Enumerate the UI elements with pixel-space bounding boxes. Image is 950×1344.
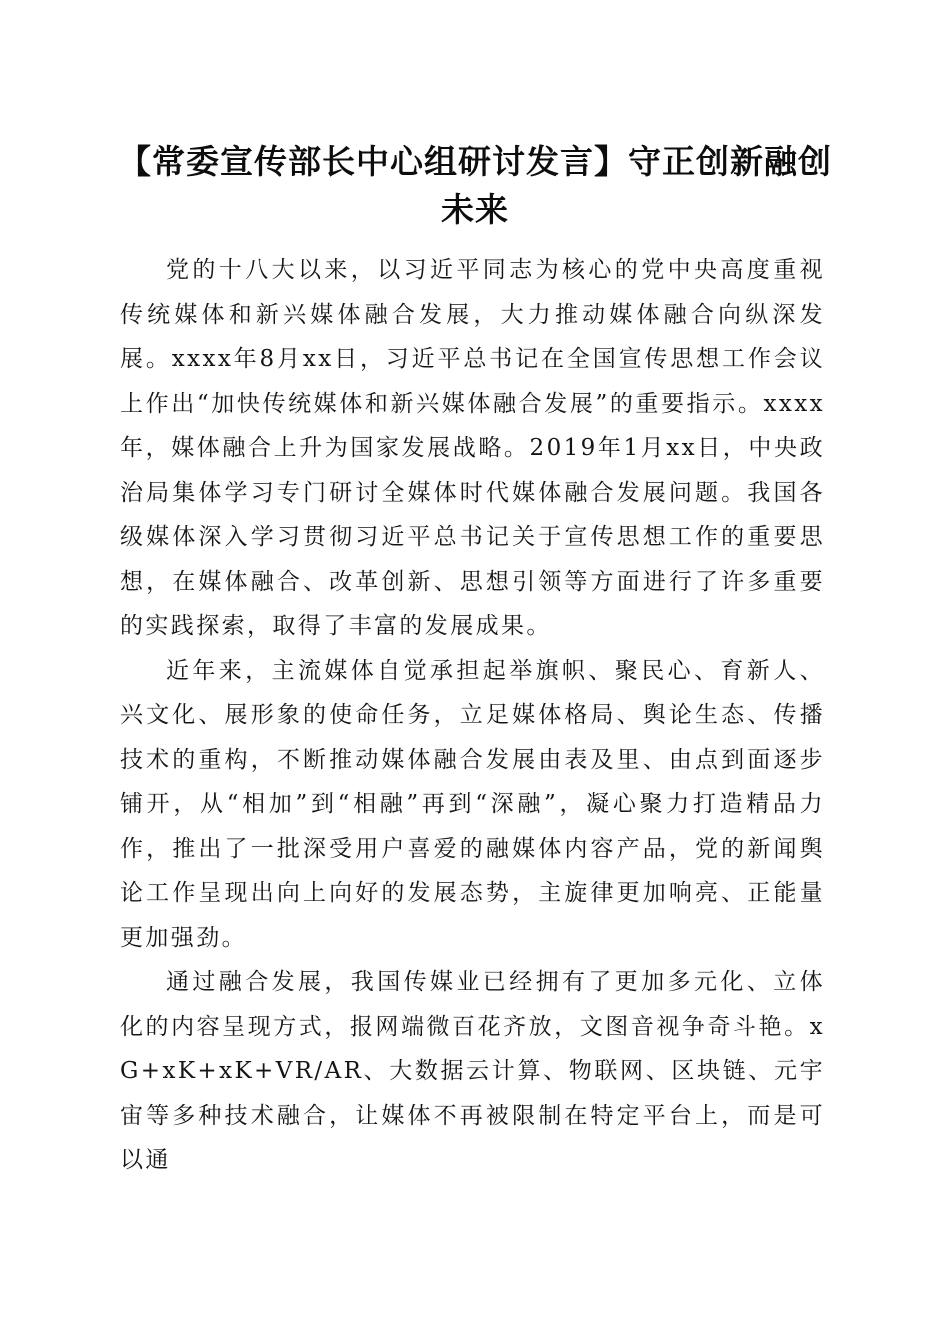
paragraph-2: 近年来，主流媒体自觉承担起举旗帜、聚民心、育新人、兴文化、展形象的使命任务，立足媒体格局、舆论生态、传播技术的重构，不断推动媒体融合发展由表及里、由点到面逐步铺开，从“相加”到“相融”再到“深融”，凝心聚力打造精品力作，推出了一批深受用户喜爱的融媒体内容产品，党的新闻舆论工作呈现出向上向好的发展态势，主旋律更加响亮、正能量更加强劲。 bbox=[120, 657, 825, 951]
paragraph-3: 通过融合发展，我国传媒业已经拥有了更加多元化、立体化的内容呈现方式，报网端微百花齐放，文图音视争奇斗艳。xG+xK+xK+VR/AR、大数据云计算、物联网、区块链、元宇宙等多种技术融合，让媒体不再被限制在特定平台上，而是可以通 bbox=[120, 969, 825, 1173]
document-title: 【常委宣传部长中心组研讨发言】守正创新融创未来 bbox=[118, 142, 832, 229]
document-body bbox=[120, 248, 825, 1183]
paragraph-1: 党的十八大以来，以习近平同志为核心的党中央高度重视传统媒体和新兴媒体融合发展，大力推动媒体融合向纵深发展。xxxx年8月xx日，习近平总书记在全国宣传思想工作会议上作出“加快传统媒体和新兴媒体融合发展”的重要指示。xxxx年，媒体融合上升为国家发展战略。2019年1月xx日，中央政治局集体学习专门研讨全媒体时代媒体融合发展问题。我国各级媒体深入学习贯彻习近平总书记关于宣传思想工作的重要思想，在媒体融合、改革创新、思想引领等方面进行了许多重要的实践探索，取得了丰富的发展成果。 bbox=[120, 257, 825, 639]
